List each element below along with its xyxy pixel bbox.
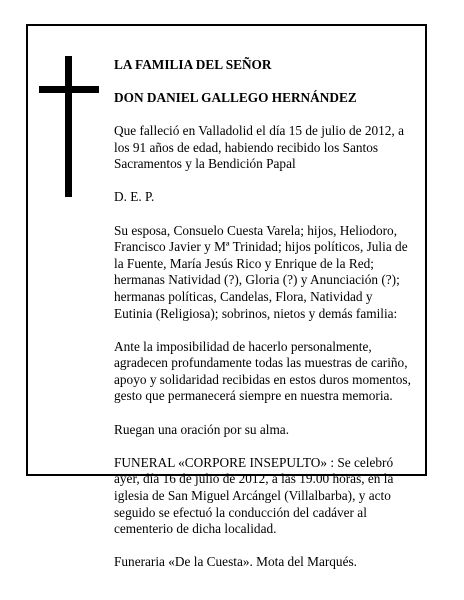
obituary-notice <box>26 24 427 570</box>
death-info: Que falleció en Valladolid el día 15 de julio de 2012, a los 91 años de edad, habiendo recibido los Santos Sacramentos y la Bendición Papal <box>114 122 404 172</box>
cross-horizontal-bar <box>39 86 99 93</box>
heading-line-1: LA FAMILIA DEL SEÑOR <box>114 56 272 72</box>
prayer-text: Ruegan una oración por su alma. <box>114 421 290 437</box>
heading-line-2: DON DANIEL GALLEGO HERNÁNDEZ <box>114 89 357 105</box>
obituary-text <box>114 40 426 588</box>
family-list: Su esposa, Consuelo Cuesta Varela; hijos, Heliodoro, Francisco Javier y Mª Trinidad; hijos políticos, Julia de la Fuente, María Jesús Rico y Enrique de la Red; hermanas Natividad (?), Gloria (?) y Anunciación (?); hermanas políticas, Candelas, Flora, Natividad y Eutinia (Religiosa); sobrinos, nietos y demás familia: <box>114 222 408 321</box>
funeral-info: FUNERAL «CORPORE INSEPULTO» : Se celebró ayer, día 16 de julio de 2012, a las 19.00 horas, en la iglesia de San Miguel Arcángel (Villalbarba), y acto seguido se efectuó la conducción del cadáver al cementerio de dicha localidad. <box>114 454 394 537</box>
rip-text: D. E. P. <box>114 189 155 205</box>
thanks-text: Ante la imposibilidad de hacerlo personalmente, agradecen profundamente todas las muestras de cariño, apoyo y solidaridad recibidas en estos duros momentos, gesto que permanecerá siempre en nuestra memoria. <box>114 338 411 404</box>
funeral-home: Funeraria «De la Cuesta». Mota del Marqués. <box>114 554 357 570</box>
cross-vertical-bar <box>65 56 72 197</box>
